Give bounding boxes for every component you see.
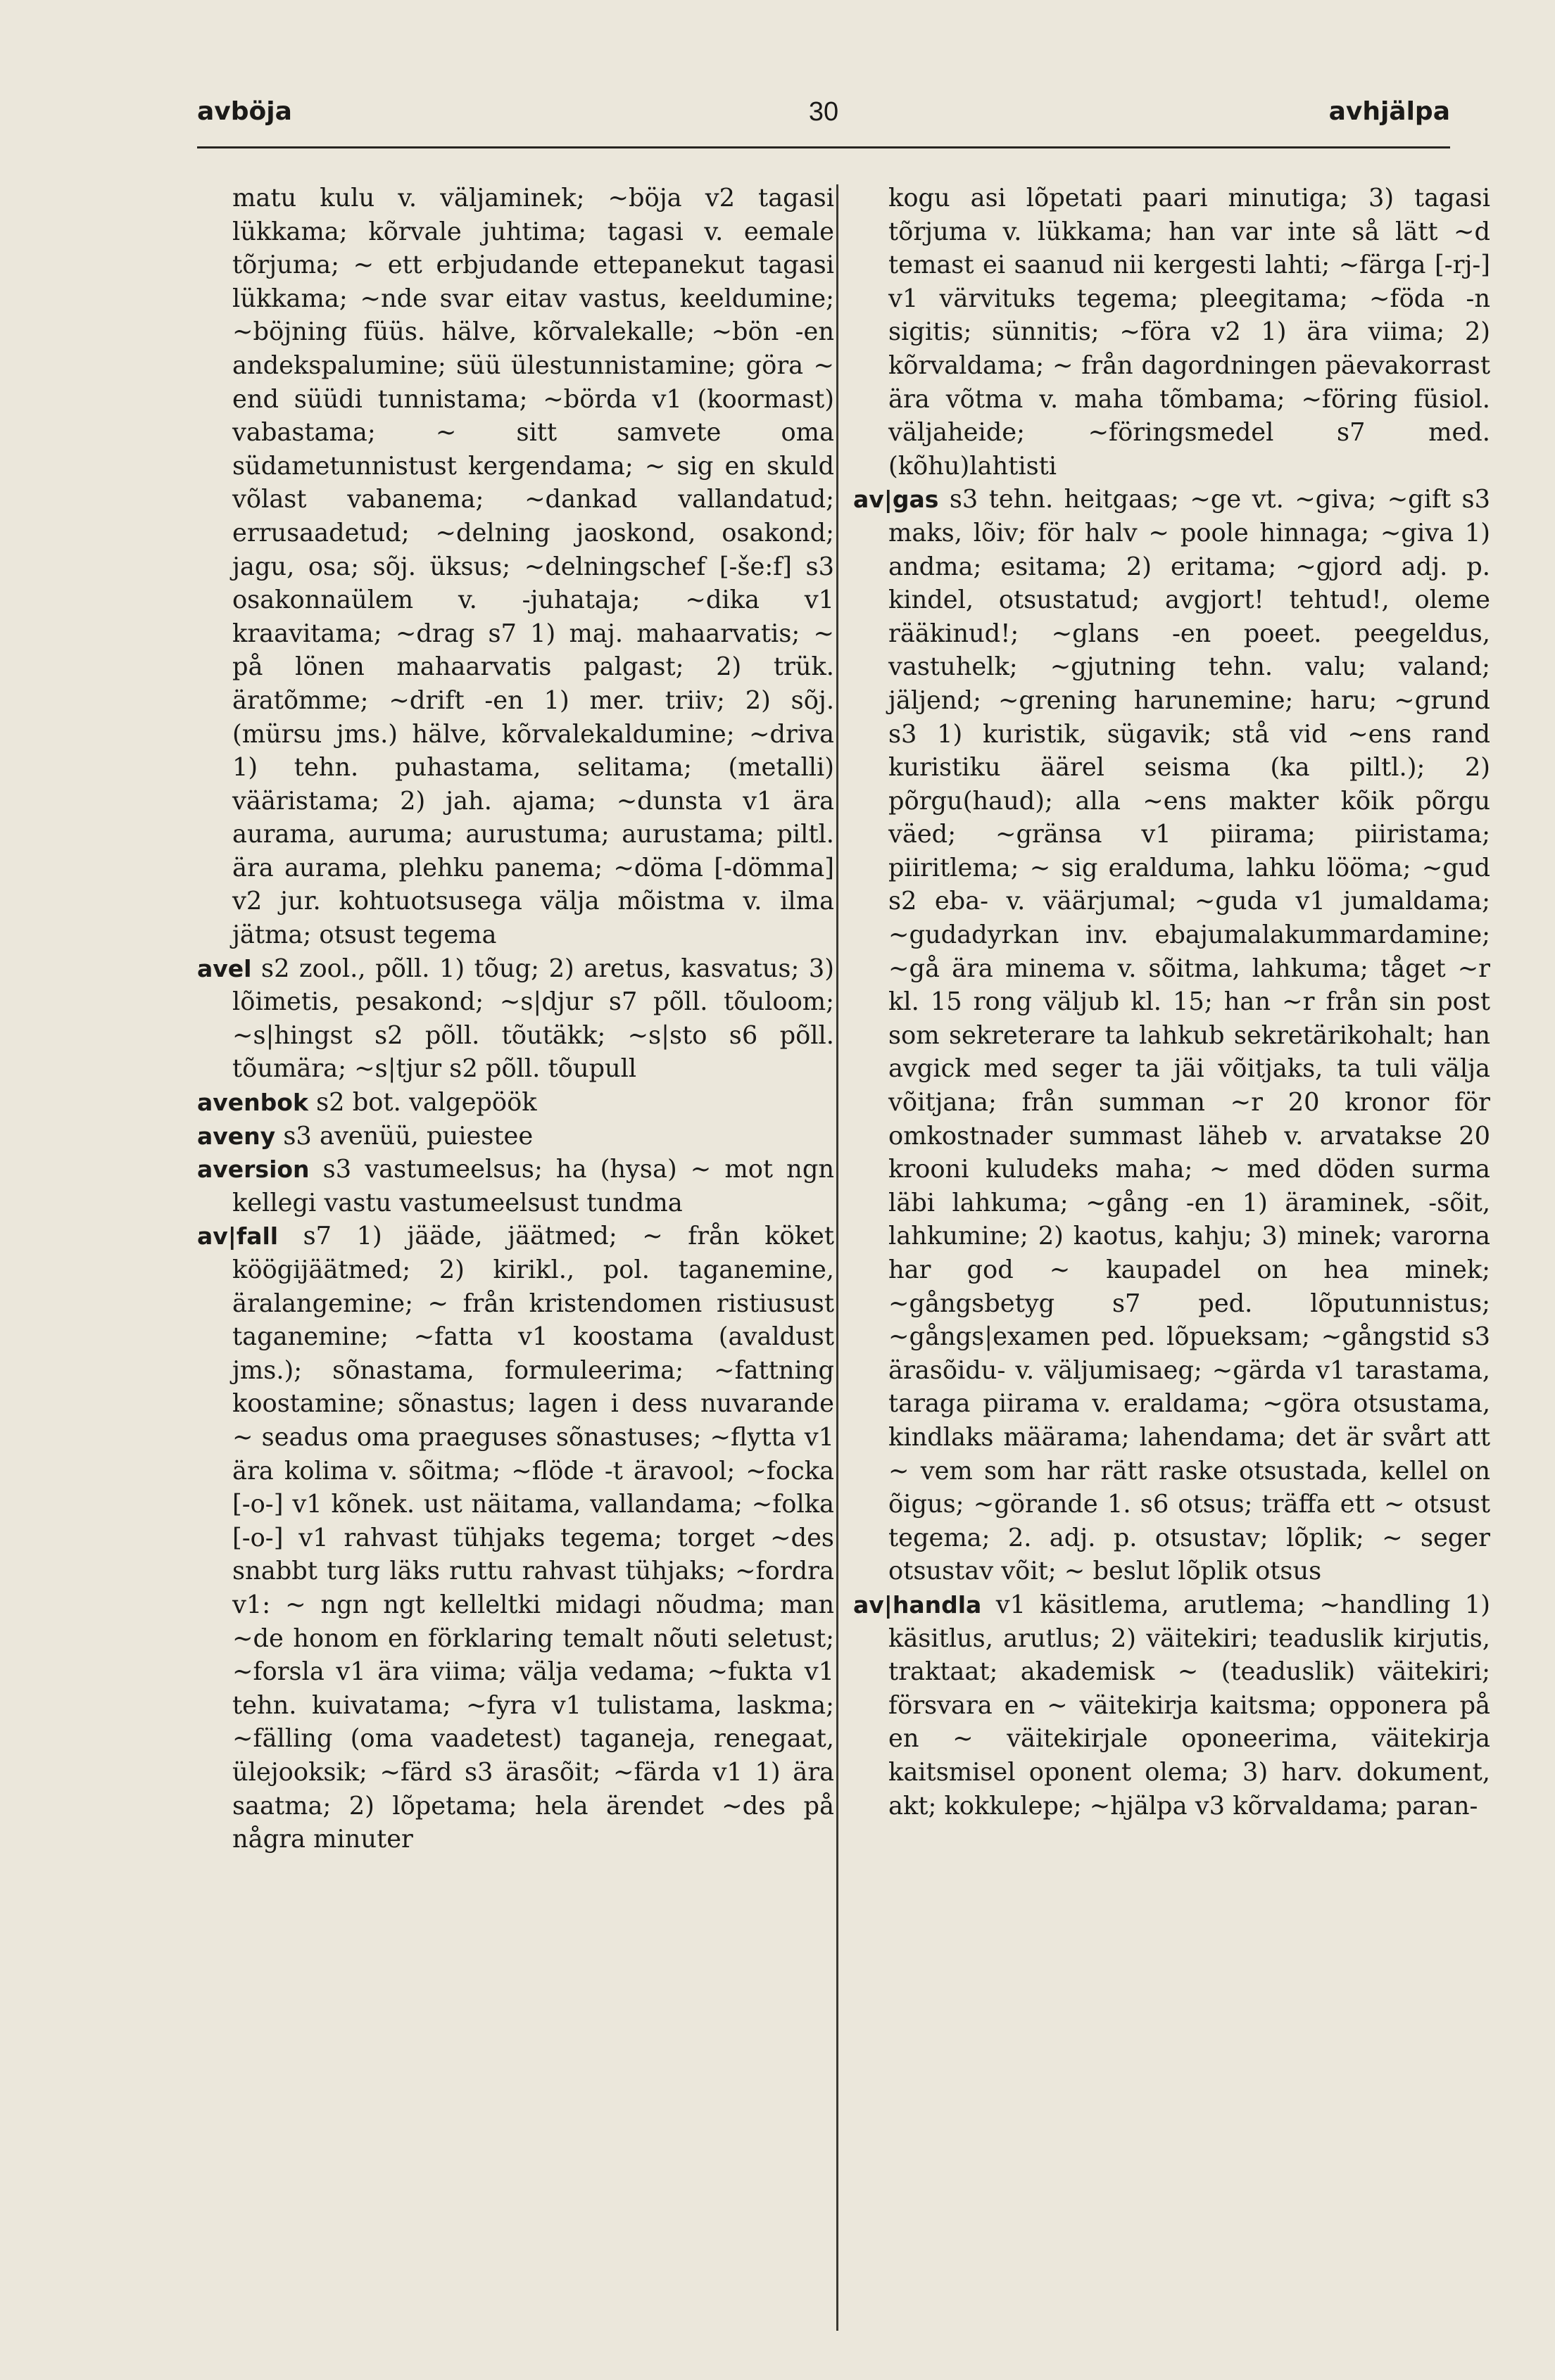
column-divider — [836, 184, 838, 2331]
entry-headword: aversion — [197, 1156, 310, 1184]
dictionary-entry — [197, 1086, 834, 1120]
right-column — [853, 182, 1490, 2335]
entry-definition: s3 vastumeelsus; ha (hysa) ~ mot ngn kellegi vastu vastumeelsust tundma — [232, 1155, 834, 1217]
left-guide-word: avböja — [197, 97, 292, 126]
dictionary-entry — [853, 182, 1490, 483]
entry-headword: avel — [197, 954, 252, 982]
dictionary-entry — [197, 1220, 834, 1856]
entry-definition: v1 käsitlema, arutlema; ~handling 1) käsitlus, arutlus; 2) väitekiri; teaduslik kirjutis, traktaat; akademisk ~ (teaduslik) väitekiri; försvara en ~ väitekirja kaitsma; opponera på en ~ väitekirjale oponeerima, väitekirja kaitsmisel oponent olema; 3) harv. dokument, akt; kokkulepe; ~hjälpa v3 kõrvaldama; paran- — [888, 1590, 1490, 1821]
dictionary-entry — [853, 1588, 1490, 1823]
page-header — [197, 97, 1450, 139]
entry-headword: aveny — [197, 1122, 276, 1150]
left-column — [197, 182, 834, 2335]
entry-headword: av|handla — [853, 1590, 982, 1619]
entry-definition: s3 avenüü, puiestee — [283, 1121, 534, 1151]
entry-headword: av|gas — [853, 486, 939, 514]
entry-definition: kogu asi lõpetati paari minutiga; 3) tagasi tõrjuma v. lükkama; han var inte så lätt ~d temast ei saanud nii kergesti lahti; ~färga [-rj-] v1 värvituks tegema; pleegitama; ~föda -n sigitis; sünnitis; ~föra v2 1) ära viima; 2) kõrvaldama; ~ från dagordningen päevakorrast ära võtma v. maha tõmbama; ~föring füsiol. väljaheide; ~föringsmedel s7 med. (kõhu)lahtisti — [888, 184, 1490, 481]
dictionary-entry — [197, 1120, 834, 1153]
entry-definition: s2 bot. valgepöök — [316, 1088, 537, 1118]
dictionary-entry — [197, 182, 834, 952]
entry-definition: matu kulu v. väljaminek; ~böja v2 tagasi lükkama; kõrvale juhtima; tagasi v. eemale tõrjuma; ~ ett erbjudande ettepanekut tagasi lükkama; ~nde svar eitav vastus, keeldumine; ~böjning füüs. hälve, kõrvalekalle; ~bön -en andekspalumine; süü ülestunnistamine; göra ~ end süüdi tunnistama; ~börda v1 (koormast) vabastama; ~ sitt samvete oma südametunnistust kergendama; ~ sig en skuld võlast vabanema; ~dankad vallandatud; errusaadetud; ~delning jaoskond, osakond; jagu, osa; sõj. üksus; ~delningschef [-še:f] s3 osakonnaülem v. -juhataja; ~dika v1 kraavitama; ~drag s7 1) maj. mahaarvatis; ~ på lönen mahaarvatis palgast; 2) trük. äratõmme; ~drift -en 1) mer. triiv; 2) sõj. (mürsu jms.) hälve, kõrvalekaldumine; ~driva 1) tehn. puhastama, selitama; (metalli) vääristama; 2) jah. ajama; ~dunsta v1 ära aurama, auruma; aurustuma; aurustama; piltl. ära aurama, plehku panema; ~döma [-dömma] v2 jur. kohtuotsusega välja mõistma v. ilma jätma; otsust tegema — [232, 184, 834, 950]
entry-definition: s2 zool., põll. 1) tõug; 2) aretus, kasvatus; 3) lõimetis, pesakond; ~s|djur s7 põll. tõuloom; ~s|hingst s2 põll. tõutäkk; ~s|sto s6 põll. tõumära; ~s|tjur s2 põll. tõupull — [232, 954, 834, 1084]
entry-headword: avenbok — [197, 1089, 308, 1117]
dictionary-entry — [197, 1153, 834, 1220]
header-rule — [197, 146, 1450, 148]
right-guide-word: avhjälpa — [1328, 97, 1450, 126]
dictionary-entry — [197, 952, 834, 1086]
entry-definition: s3 tehn. heitgaas; ~ge vt. ~giva; ~gift s3 maks, lõiv; för halv ~ poole hinnaga; ~giva 1) andma; esitama; 2) eritama; ~gjord adj. p. kindel, otsustatud; avgjort! tehtud!, oleme rääkinud!; ~glans -en poeet. peegeldus, vastuhelk; ~gjutning tehn. valu; valand; jäljend; ~grening harunemine; haru; ~grund s3 1) kuristik, sügavik; stå vid ~ens rand kuristiku äärel seisma (ka piltl.); 2) põrgu(haud); alla ~ens makter kõik põrgu väed; ~gränsa v1 piirama; piiristama; piiritlema; ~ sig eralduma, lahku lööma; ~gud s2 eba- v. väärjumal; ~guda v1 jumaldama; ~gudadyrkan inv. ebajumalakummardamine; ~gå ära minema v. sõitma, lahkuma; tåget ~r kl. 15 rong väljub kl. 15; han ~r från sin post som sekreterare ta lahkub sekretärikohalt; han avgick med seger ta jäi võitjaks, ta tuli välja võitjana; från summan ~r 20 kronor för omkostnader summast läheb v. arvatakse 20 krooni kuludeks maha; ~ med döden surma läbi lahkuma; ~gång -en 1) äraminek, -sõit, lahkumine; 2) kaotus, kahju; 3) minek; varorna har god ~ kaupadel on hea minek; ~gångsbetyg s7 ped. lõputunnistus; ~gångs|examen ped. lõpueksam; ~gångstid s3 ärasõidu- v. väljumisaeg; ~gärda v1 tarastama, taraga piirama v. eraldama; ~göra otsustama, kindlaks määrama; lahendama; det är svårt att ~ vem som har rätt raske otsustada, kellel on õigus; ~görande 1. s6 otsus; träffa ett ~ otsust tegema; 2. adj. p. otsustav; lõplik; ~ seger otsustav võit; ~ beslut lõplik otsus — [888, 485, 1490, 1586]
entry-headword: av|fall — [197, 1222, 279, 1251]
dictionary-entry — [853, 483, 1490, 1588]
page-number: 30 — [808, 97, 839, 127]
entry-definition: s7 1) jääde, jäätmed; ~ från köket köögijäätmed; 2) kirikl., pol. taganemine, äralangemine; ~ från kristendomen ristiusust taganemine; ~fatta v1 koostama (avaldust jms.); sõnastama, formuleerima; ~fattning koostamine; sõnastus; lagen i dess nuvarande ~ seadus oma praeguses sõnastuses; ~flytta v1 ära kolima v. sõitma; ~flöde -t äravool; ~focka [-o-] v1 kõnek. ust näitama, vallandama; ~folka [-o-] v1 rahvast tühjaks tegema; torget ~des snabbt turg läks ruttu rahvast tühjaks; ~fordra v1: ~ ngn ngt kelleltki midagi nõudma; man ~de honom en förklaring temalt nõuti seletust; ~forsla v1 ära viima; välja vedama; ~fukta v1 tehn. kuivatama; ~fyra v1 tulistama, laskma; ~fälling (oma vaadetest) taganeja, renegaat, ülejooksik; ~färd s3 ärasõit; ~färda v1 1) ära saatma; 2) lõpetama; hela ärendet ~des på några minuter — [232, 1222, 834, 1854]
